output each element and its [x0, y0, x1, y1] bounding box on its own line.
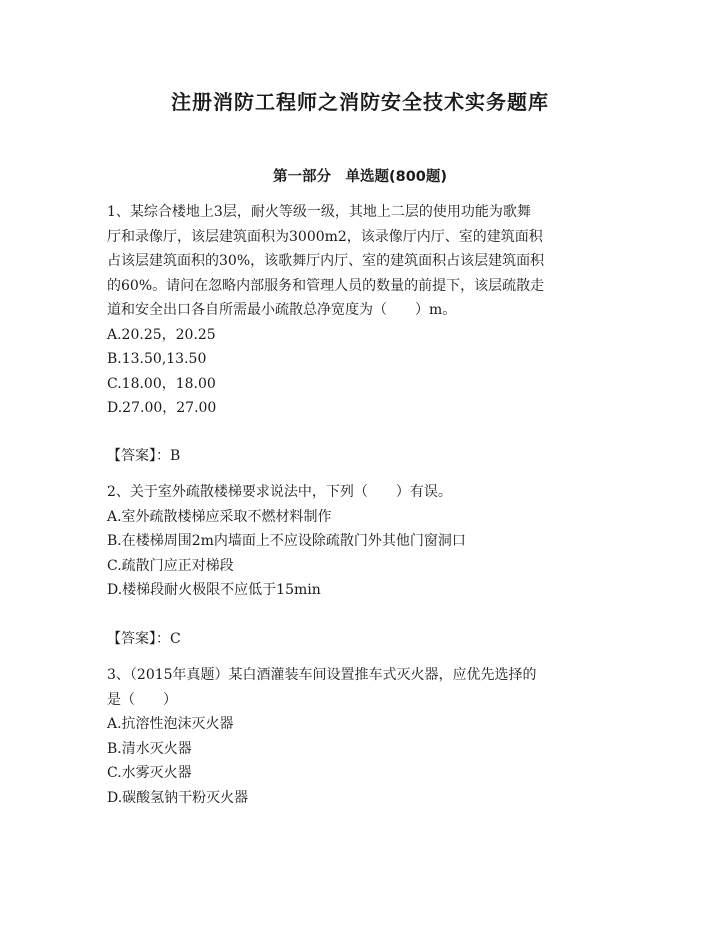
question-3-option-a: A.抗溶性泡沫灭火器 [107, 716, 234, 732]
question-2-answer [107, 627, 617, 652]
question-1-answer [107, 444, 617, 469]
question-3-stem-line-2: 是（ ） [107, 691, 177, 708]
question-1 [107, 200, 617, 421]
question-2 [107, 480, 617, 603]
question-1-option-d: D.27.00，27.00 [107, 400, 217, 416]
question-2-option-d: D.楼梯段耐火极限不应低于15min [107, 582, 321, 598]
question-3 [107, 663, 617, 810]
question-1-option-c: C.18.00，18.00 [107, 375, 216, 392]
page-title: 注册消防工程师之消防安全技术实务题库 [171, 90, 549, 114]
section-title: 第一部分 单选题(800题) [272, 169, 448, 185]
question-1-option-b: B.13.50,13.50 [107, 351, 207, 367]
question-1-stem-line-4: 的60%。请问在忽略内部服务和管理人员的数量的前提下，该层疏散走 [107, 277, 545, 294]
question-3-option-b: B.清水灭火器 [107, 740, 192, 757]
question-1-stem-line-5: 道和安全出口各自所需最小疏散总净宽度为（ ）m。 [107, 302, 457, 318]
answer-label: 【答案】：B [107, 448, 181, 464]
question-2-option-c: C.疏散门应正对梯段 [107, 557, 234, 574]
question-2-stem-line-1: 2、关于室外疏散楼梯要求说法中，下列（ ）有误。 [107, 484, 452, 500]
question-1-option-a: A.20.25，20.25 [107, 326, 216, 343]
question-2-option-b: B.在楼梯周围2m内墙面上不应设除疏散门外其他门窗洞口 [107, 533, 466, 549]
question-1-stem-line-2: 厅和录像厅，该层建筑面积为3000m2，该录像厅内厅、室的建筑面积 [107, 228, 543, 245]
question-3-option-c: C.水雾灭火器 [107, 765, 192, 781]
question-3-stem-line-1: 3、（2015年真题）某白酒灌装车间设置推车式灭火器，应优先选择的 [107, 667, 537, 683]
question-3-option-d: D.碳酸氢钠干粉灭火器 [107, 789, 249, 806]
question-2-option-a: A.室外疏散楼梯应采取不燃材料制作 [107, 508, 332, 525]
answer-label: 【答案】：C [107, 631, 181, 647]
question-1-stem-line-1: 1、某综合楼地上3层，耐火等级一级，其地上二层的使用功能为歌舞 [107, 204, 531, 220]
question-1-stem-line-3: 占该层建筑面积的30%，该歌舞厅内厅、室的建筑面积占该层建筑面积 [107, 253, 545, 269]
